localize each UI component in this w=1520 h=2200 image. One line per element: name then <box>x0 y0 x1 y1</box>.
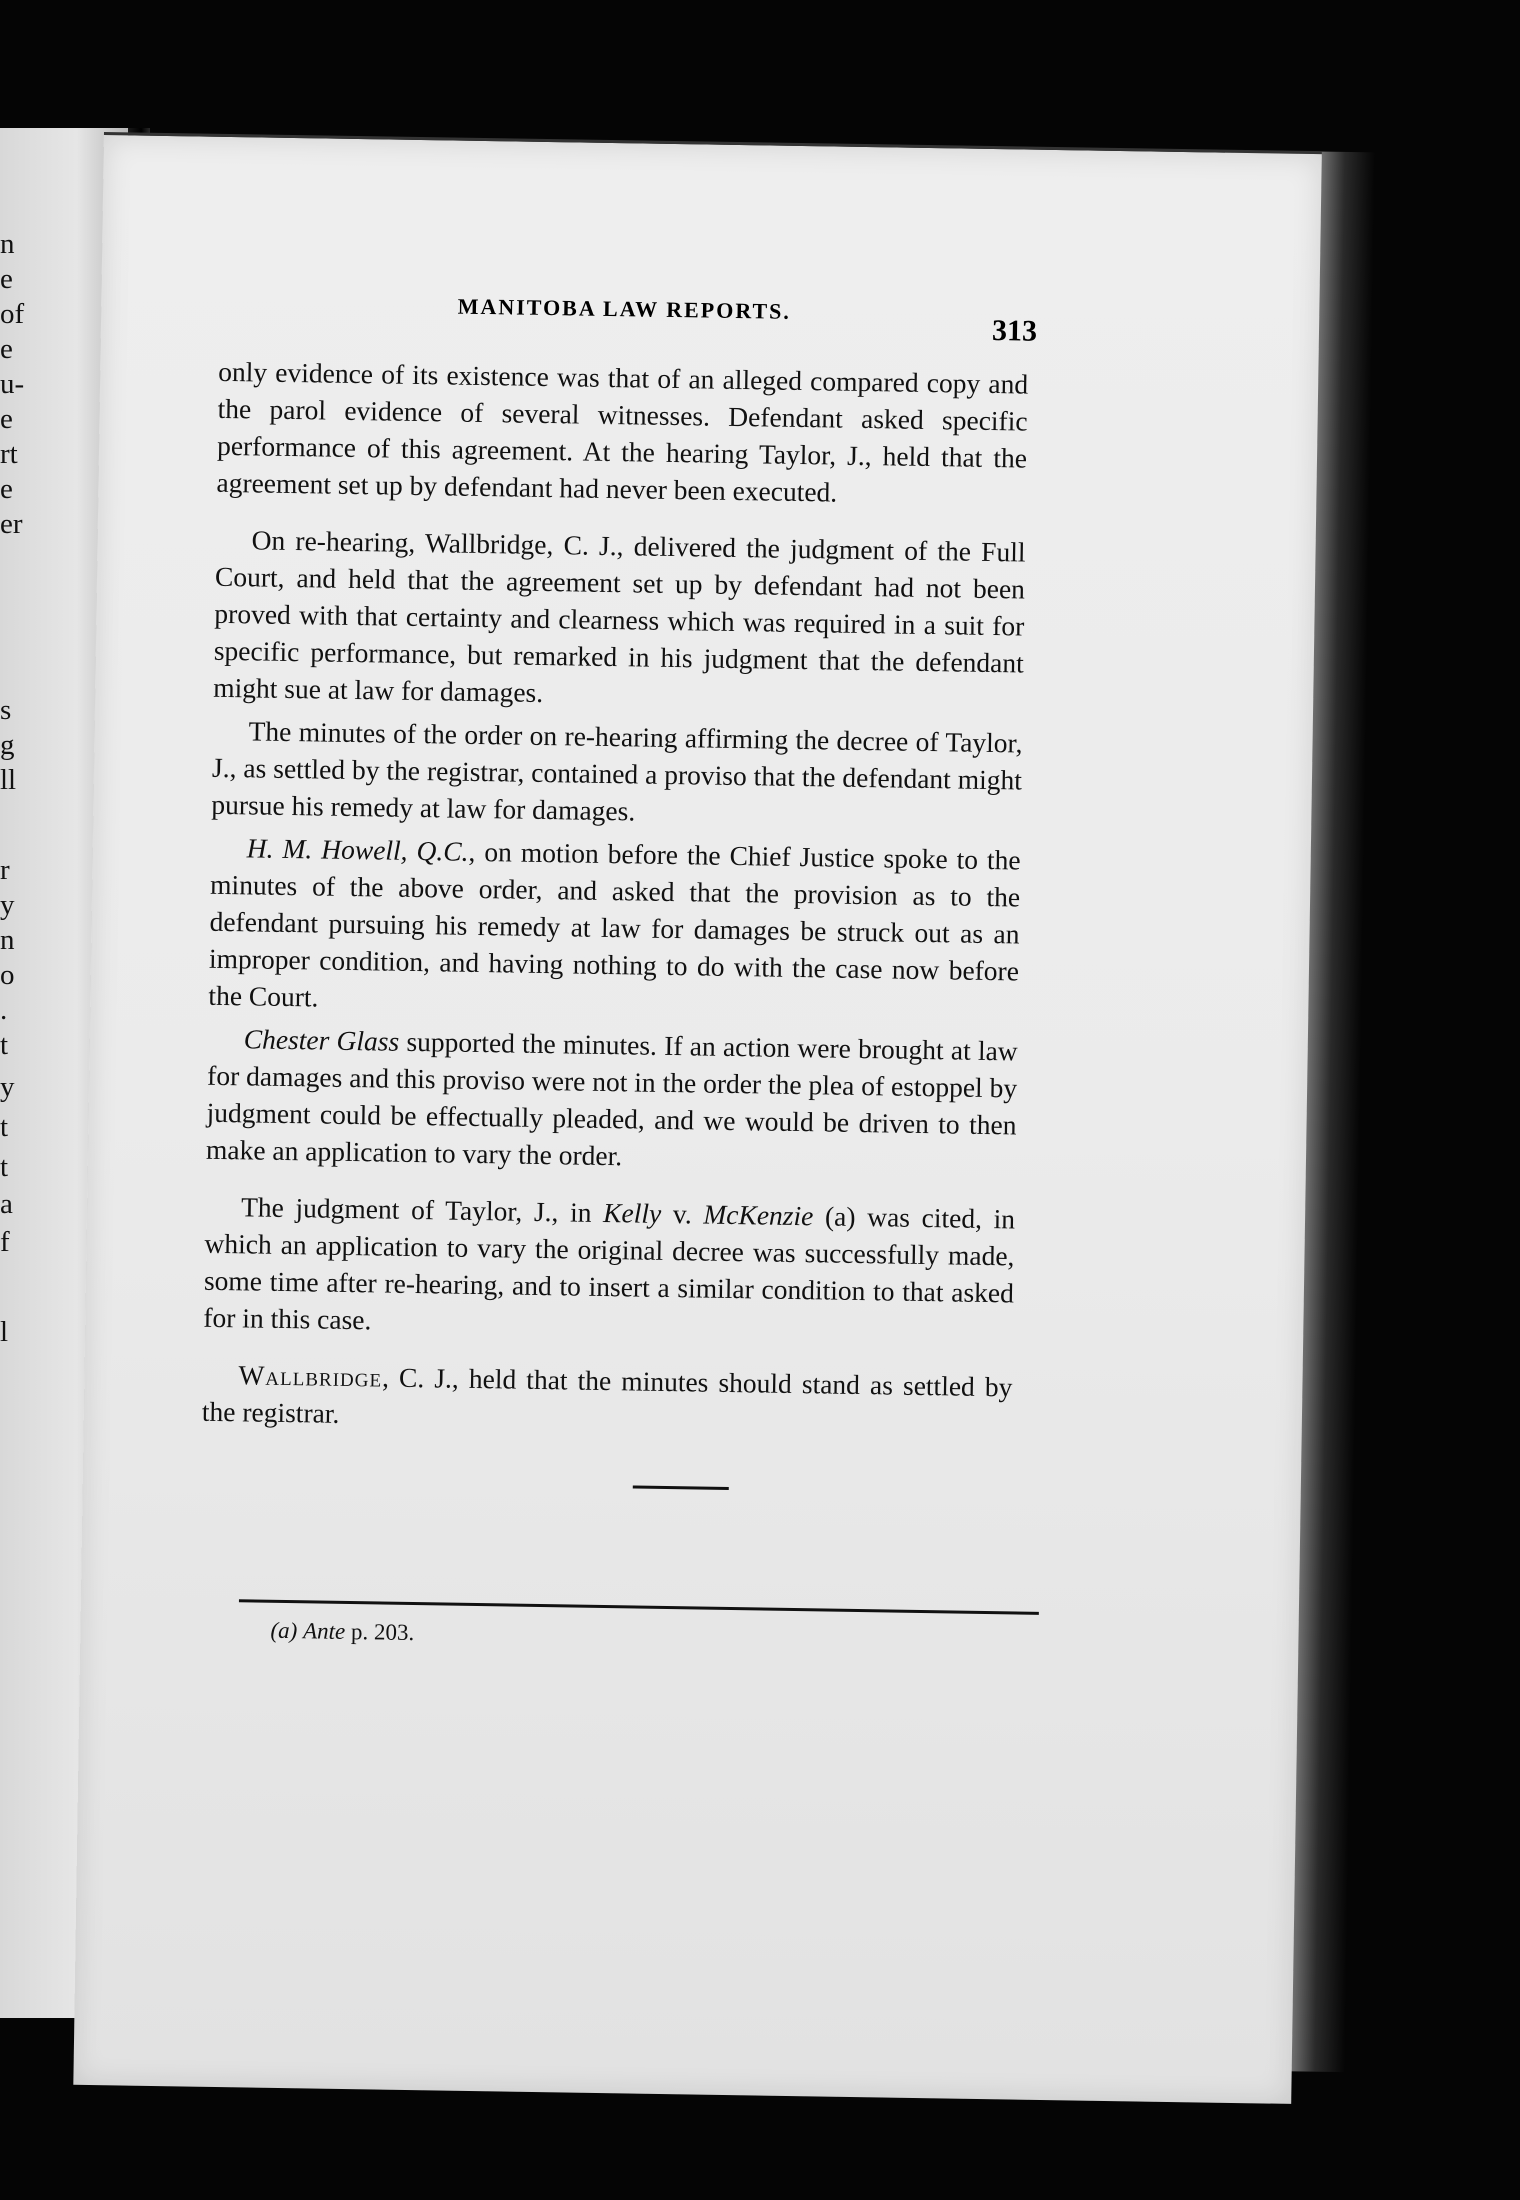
left-page-fragment: e <box>0 263 13 295</box>
left-page-fragment: y <box>0 1071 15 1103</box>
paragraph-2: On re-hearing, Wallbridge, C. J., delivered the judgment of the Full Court, and held that the agreement set up by defendant had not been proved with that certainty and clearness which was required in a suit for specific performance, but remarked in his judgment that the defendant might sue at law for damages. <box>213 524 1026 708</box>
left-page-fragment: s <box>0 694 12 726</box>
counsel-name: Chester Glass <box>243 1023 400 1057</box>
footnote-marker: (a) <box>270 1617 298 1644</box>
left-page-fragment: t <box>0 1151 9 1183</box>
footnote-reference: (a) <box>813 1200 856 1232</box>
left-page-fragment: n <box>0 924 15 956</box>
paragraph-5-text: supported the minutes. If an action were brought at law for damages and this proviso were not in the order the plea of estoppel by judgment could be effectually pleaded, and we would be driven to then make an application to vary the order. <box>205 1025 1018 1172</box>
left-page-fragment: er <box>0 508 23 540</box>
running-head <box>219 290 1038 348</box>
paragraph-4 <box>208 829 1021 1027</box>
paragraph-6-text-a: The judgment of Taylor, J., in <box>240 1191 604 1228</box>
left-page-fragment: n <box>0 228 15 260</box>
paragraph-7 <box>202 1356 1013 1443</box>
left-page-fragment: e <box>0 473 13 505</box>
left-page-fragment: t <box>0 1029 9 1061</box>
paragraph-4-text: , on motion before the Chief Justice spoke to the minutes of the above order, and asked that the provision as to the defendant pursuing his remedy at law for damages be struck out as an improper condition, and having nothing to do with the case now before the Court. <box>208 835 1021 1013</box>
footnote-rule <box>239 1599 1039 1615</box>
case-party-1: Kelly <box>602 1196 662 1229</box>
left-page-fragment: ll <box>0 764 17 796</box>
left-page-fragment: of <box>0 298 25 330</box>
judge-name: Wallbridge <box>238 1359 383 1393</box>
left-page-fragment: e <box>0 333 13 365</box>
paragraph-7-text: , C. J., held that the minutes should stand as settled by the registrar. <box>201 1361 1013 1429</box>
page-number: 313 <box>991 313 1038 348</box>
book-page <box>73 132 1322 2104</box>
paragraph-1: only evidence of its existence was that of an alleged compared copy and the parol evidence of several witnesses. Defendant asked specific performance of this agreement. At the hearing Taylor, J., held that the agreement set up by defendant had never been executed. <box>216 355 1029 508</box>
left-page-fragment: a <box>0 1188 13 1220</box>
paragraph-6 <box>203 1188 1015 1349</box>
left-page-fragment: r <box>0 854 10 886</box>
paragraph-5 <box>206 1020 1018 1181</box>
left-page-fragment: t <box>0 1111 9 1143</box>
case-party-2: McKenzie <box>703 1198 814 1232</box>
counsel-name: H. M. Howell, Q.C. <box>246 832 469 867</box>
left-page-fragment: e <box>0 403 13 435</box>
left-page-fragment: . <box>0 994 8 1026</box>
case-versus: v. <box>660 1197 704 1230</box>
running-title: MANITOBA LAW REPORTS. <box>457 293 792 324</box>
left-page-fragment: u- <box>0 368 25 400</box>
left-page-fragment: l <box>0 1316 9 1348</box>
left-page-fragment: rt <box>0 438 18 470</box>
footnote-page-ref: p. 203. <box>345 1618 415 1646</box>
section-divider <box>633 1485 729 1490</box>
left-page-fragment: y <box>0 889 15 921</box>
left-page-fragment: f <box>0 1226 10 1258</box>
left-page-fragment: g <box>0 729 15 761</box>
paragraph-3: The minutes of the order on re-hearing affirming the decree of Taylor, J., as settled by the registrar, contained a proviso that the defendant might pursue his remedy at law for damages. <box>211 715 1023 827</box>
body-text <box>202 353 1029 1443</box>
left-page-fragment: o <box>0 959 15 991</box>
paragraph-6-text-b: was cited, in which an application to vary the original decree was successfully made, some time after re-hearing, and to insert a similar condition to that asked for in this case. <box>203 1200 1016 1336</box>
footnote-ante: Ante <box>302 1618 346 1644</box>
footnote <box>270 1618 414 1646</box>
